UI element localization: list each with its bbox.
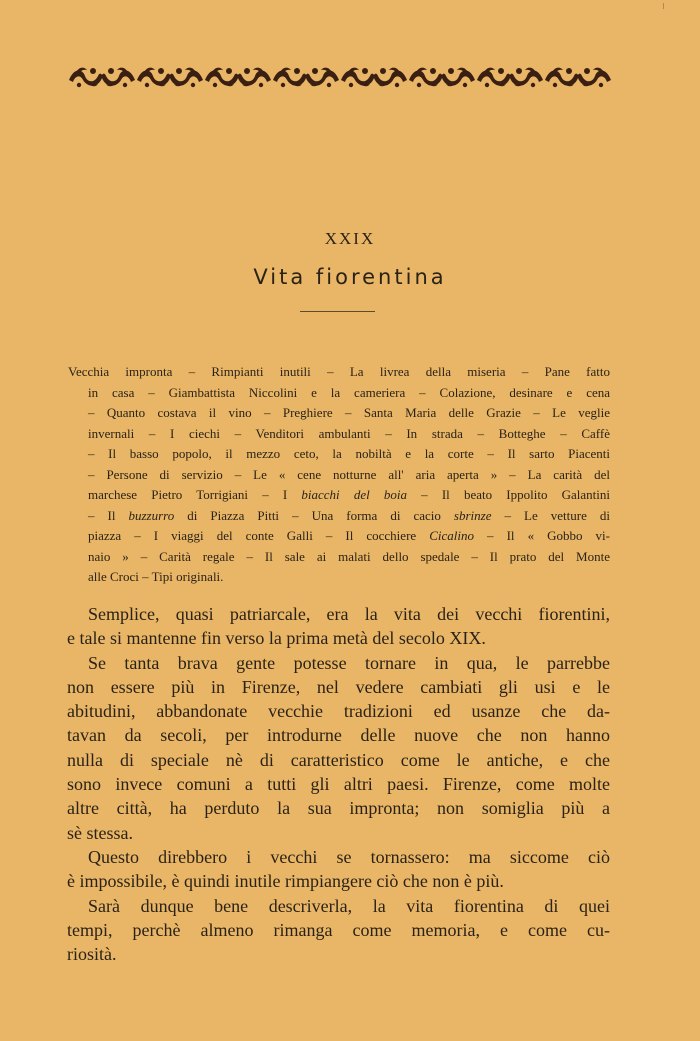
body-paragraph	[67, 894, 610, 967]
summary-italic-term: buzzurro	[128, 507, 175, 523]
body-line: altre città, ha perduto la sua impronta; non somiglia più a	[67, 798, 610, 819]
body-paragraph	[67, 651, 610, 845]
body-line: non essere più in Firenze, nel vedere cambiati gli usi e le	[67, 676, 610, 697]
body-line: è impossibile, è quindi inutile rimpiangere ciò che non è più.	[67, 871, 504, 892]
body-line: sono invece comuni a tutti gli altri paesi. Firenze, come molte	[67, 774, 610, 795]
body-line: tempi, perchè almeno rimanga come memoria, e come cu-	[67, 919, 610, 940]
summary-text: marchese Pietro Torrigiani – I	[88, 487, 302, 502]
title-divider	[300, 311, 375, 312]
body-paragraph	[67, 602, 610, 651]
body-line: Se tanta brava gente potesse tornare in qua, le parrebbe	[88, 652, 610, 673]
body-line: Questo direbbero i vecchi se tornassero: ma siccome ciò	[88, 846, 610, 867]
summary-text: – Il beato Ippolito Galantini	[407, 487, 610, 502]
body-line: Semplice, quasi patriarcale, era la vita dei vecchi fiorentini,	[88, 604, 610, 624]
body-line: abitudini, abbandonate vecchie tradizioni ed usanze che da-	[67, 701, 610, 722]
chapter-title: Vita fiorentina	[253, 265, 447, 289]
summary-line: in casa – Giambattista Niccolini e la cameriera – Colazione, desinare e cena	[88, 384, 610, 400]
summary-text: di Piazza Pitti – Una forma di cacio	[174, 507, 454, 523]
body-line: Sarà dunque bene descriverla, la vita fiorentina di quei	[88, 895, 610, 916]
summary-line	[68, 526, 610, 547]
summary-line: – Il basso popolo, il mezzo ceto, la nobiltà e la corte – Il sarto Piacenti	[88, 446, 610, 461]
body-line: tavan da secoli, per introdurne delle nuove che non hanno	[67, 725, 610, 746]
body-line: e tale si mantenne fin verso la prima metà del secolo XIX.	[67, 628, 486, 649]
summary-line: – Quanto costava il vino – Preghiere – Santa Maria delle Grazie – Le veglie	[88, 405, 610, 420]
body-line: nulla di speciale nè di caratteristico come le antiche, e che	[67, 749, 610, 770]
paper-speck	[663, 3, 664, 9]
summary-text: – Il « Gobbo vi-	[474, 528, 610, 543]
decorative-vine-border-icon	[68, 64, 613, 90]
body-paragraph	[67, 845, 610, 894]
chapter-summary	[68, 362, 610, 588]
summary-line: naio » – Carità regale – Il sale ai malati dello spedale – Il prato del Monte	[88, 548, 610, 564]
chapter-body	[67, 602, 610, 966]
summary-italic-term: Cicalino	[429, 528, 474, 543]
summary-italic-term: sbrinze	[453, 507, 492, 523]
summary-line: invernali – I ciechi – Venditori ambulanti – In strada – Botteghe – Caffè	[88, 425, 610, 441]
summary-text: – Il	[88, 507, 129, 523]
summary-text: piazza – I viaggi del conte Galli – Il cocchiere	[88, 528, 430, 543]
summary-italic-term: biacchi del boia	[301, 487, 407, 502]
summary-line: – Persone di servizio – Le « cene notturne all' aria aperta » – La carità del	[88, 466, 610, 482]
summary-line: alle Croci – Tipi originali.	[88, 569, 224, 584]
summary-line	[68, 506, 610, 527]
chapter-number: XXIX	[324, 229, 376, 248]
body-line: sè stessa.	[67, 822, 133, 843]
body-line: riosità.	[67, 944, 117, 965]
summary-text: – Le vetture di	[491, 507, 610, 523]
summary-line	[68, 485, 610, 506]
summary-line: Vecchia impronta – Rimpianti inutili – La livrea della miseria – Pane fatto	[68, 364, 610, 379]
